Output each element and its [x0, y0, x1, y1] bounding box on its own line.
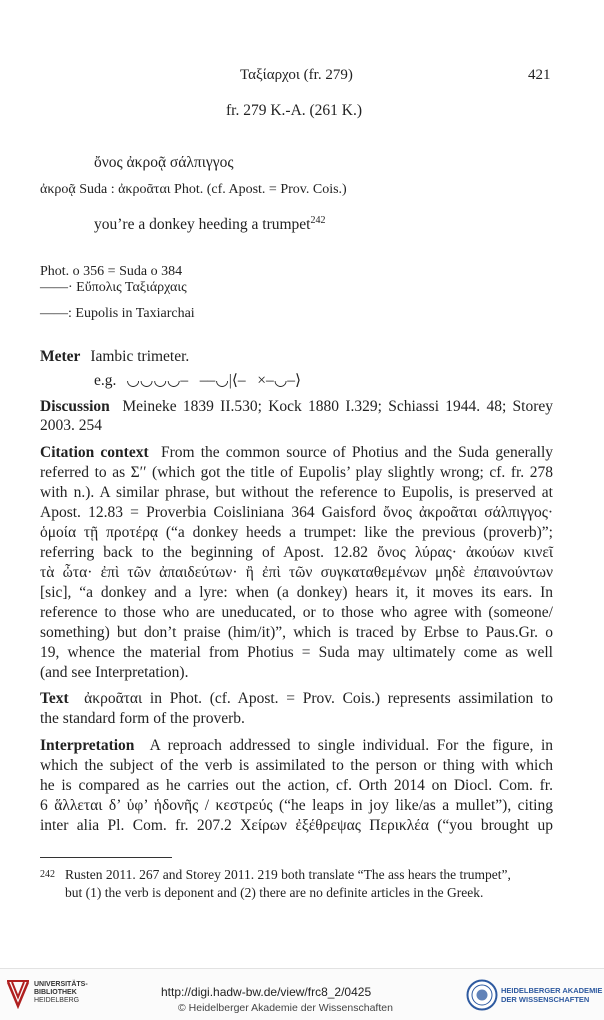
- fragment-translation: [94, 211, 326, 235]
- meter-text: Iambic trimeter.: [90, 348, 190, 365]
- interpretation-line-3: he is compared as he carries out the action, cf. Orth 2014 on Diocl. Com. fr.: [40, 777, 553, 794]
- interpretation-line-5: inter alia Pl. Com. fr. 207.2 Χείρων ἐξέθρεψας Περικλέα (“you brought up: [40, 817, 553, 834]
- citation-line-4: Apost. 12.83 = Proverbia Coisliniana 364 Gaisford ὄνος ἀκροᾶται σάλπιγγος·: [40, 504, 553, 521]
- testimonium-3: ——: Eupolis in Taxiarchai: [40, 306, 195, 321]
- citation-label: Citation context: [40, 444, 149, 461]
- meter-line: [40, 347, 189, 367]
- discussion-label: Discussion: [40, 398, 110, 415]
- citation-line-2: referred to as Σ′′ (which got the title of Eupolis’ play slightly wrong; cf. fr. 278: [40, 464, 553, 481]
- citation-line-9: reference to those who are uneducated, or to those who agree with (someone/: [40, 604, 553, 621]
- footnote-line-2: but (1) the verb is deponent and (2) there are no definite articles in the Greek.: [65, 885, 484, 900]
- footnote-number: 242: [40, 869, 55, 880]
- citation-line-5: ὁμοία τῇ προτέρᾳ (“a donkey heeds a trumpet: like the previous (proverb)”;: [40, 524, 553, 541]
- footnote-rule: [40, 857, 172, 858]
- apparatus: [40, 180, 347, 200]
- running-title: Ταξίαρχοι (fr. 279): [240, 67, 353, 83]
- fragment-greek: ὄνος ἀκροᾷ σάλπιγγος: [94, 154, 234, 171]
- citation-line-1: Citation context From the common source of Photius and the Suda generally: [40, 444, 554, 461]
- interpretation-label: Interpretation: [40, 737, 135, 754]
- text-line-2: the standard form of the proverb.: [40, 710, 245, 727]
- citation-line-6: referring back to the beginning of Apost. 12.82 ὄνος λύρας· ἀκούων κινεῖ: [40, 544, 553, 561]
- fragment-heading: fr. 279 K.-A. (261 K.): [226, 102, 363, 119]
- interpretation-line-1: Interpretation A reproach addressed to single individual. For the figure, in: [40, 737, 553, 754]
- translation-text: you’re a donkey heeding a trumpet: [94, 216, 311, 234]
- discussion-line-1: Discussion Meineke 1839 II.530; Kock 1880 I.329; Schiassi 1944. 48; Storey: [40, 398, 554, 415]
- discussion-line-2: 2003. 254: [40, 417, 102, 434]
- page-number: 421: [528, 67, 551, 83]
- viewer-footer: [0, 968, 604, 1020]
- interpretation-line-2: which the subject of the verb is assimilated to the person or thing with which: [40, 757, 553, 774]
- permalink-url[interactable]: http://digi.hadw-bw.de/view/frc8_2/0425: [161, 985, 372, 999]
- citation-line-12: (and see Interpretation).: [40, 664, 189, 681]
- meter-eg: e.g.: [94, 372, 117, 389]
- academy-seal-icon: [466, 979, 498, 1011]
- text-line-1: Text ἀκροᾶται in Phot. (cf. Apost. = Prov. Cois.) represents assimilation to: [40, 690, 554, 707]
- university-library-label: UNIVERSITÄTS- BIBLIOTHEK HEIDELBERG: [34, 981, 88, 1004]
- text-label: Text: [40, 690, 69, 707]
- citation-line-8: [sic], “a donkey and a lyre: when (a donkey) hears it, it moves its ears. In: [40, 584, 553, 601]
- university-library-logo-icon: [5, 979, 31, 1009]
- citation-line-7: τὰ ὦτα· ἐπὶ τῶν ἀπαιδεύτων· ἢ ἐπὶ τῶν συγκαταθεμένων μηδὲ ἐπαινούντων: [40, 564, 553, 581]
- interpretation-line-4: 6 ἅλλεται δ’ ὑφ’ ἡδονῆς / κεστρεύς (“he leaps in joy like/as a mullet”), citing: [40, 797, 553, 814]
- academy-label: HEIDELBERGER AKADEMIE DER WISSENSCHAFTEN: [501, 986, 603, 1004]
- testimonium-1: Phot. o 356 = Suda o 384: [40, 264, 183, 279]
- footnote-line-1: Rusten 2011. 267 and Storey 2011. 219 both translate “The ass hears the trumpet”,: [65, 867, 511, 882]
- citation-line-11: 19, whence the material from Photius = Suda may ultimately come as well: [40, 644, 553, 661]
- meter-example: [94, 371, 301, 391]
- citation-line-3: with n.). A similar phrase, but without the reference to Eupolis, is preserved at: [40, 484, 553, 501]
- footnote-ref: 242: [310, 215, 326, 226]
- meter-scheme: ◡◡◡◡– ––◡|⟨– ×–◡–⟩: [126, 372, 302, 389]
- citation-line-10: something) but don’t praise (him/it)”, which is traced by Erbse to Paus.Gr. o: [40, 624, 553, 641]
- meter-label: Meter: [40, 348, 81, 365]
- copyright-notice: © Heidelberger Akademie der Wissenschaften: [178, 1002, 393, 1014]
- apparatus-text: ἀκροᾷ Suda : ἀκροᾶται Phot. (cf. Apost. = Prov. Cois.): [40, 182, 347, 197]
- testimonium-2: ——· Εὔπολις Ταξιάρχαις: [40, 280, 187, 295]
